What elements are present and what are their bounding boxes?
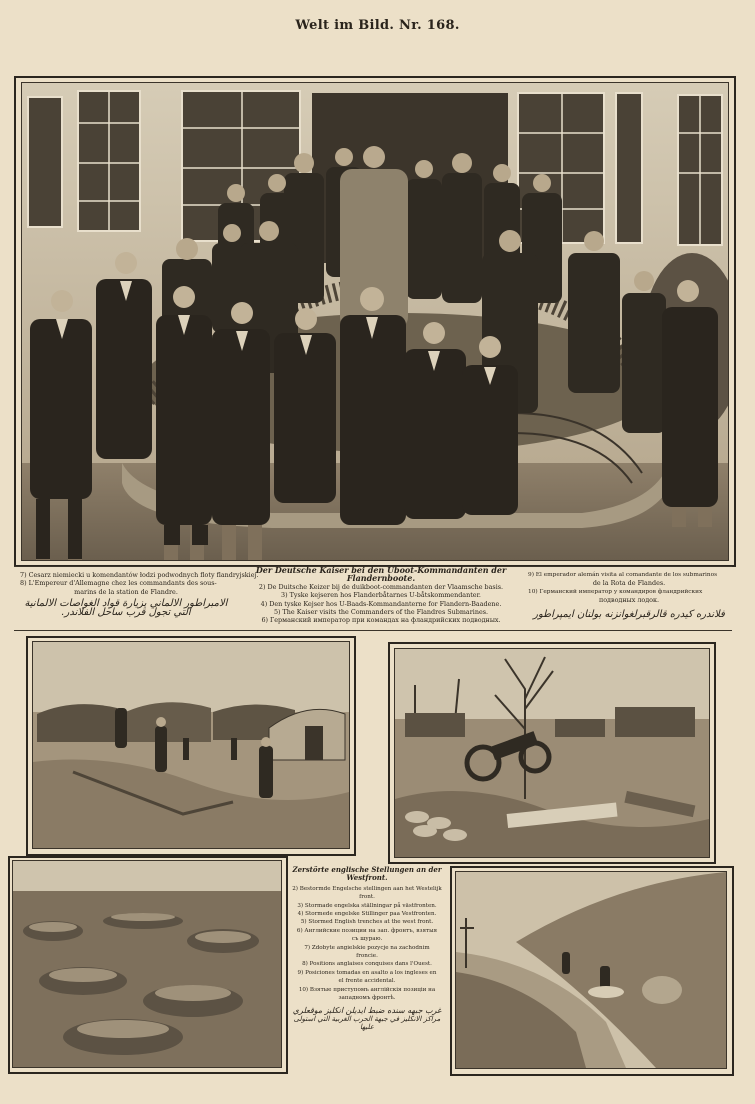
- caption-line: подводных лодок.: [598, 596, 660, 605]
- caption-line: 3) Stormade engelska ställningar på västfronten.: [297, 902, 437, 909]
- caption-line: 6) Германский император при командах на фландрийских подводных.: [261, 616, 501, 625]
- caption-line: 2) Bestormde Engelsche stellingen aan het Westelijk: [292, 885, 442, 892]
- caption-line: 9) El emperador alemán visita al comandante de los submarinos: [528, 572, 718, 578]
- caption-line: 9) Posiciones tomadas en asalto a los ingleses en: [297, 969, 437, 976]
- caption-line: 6) Английские позиции на зап. фронтъ, взятыя: [296, 927, 438, 934]
- top-caption-center: [236, 566, 526, 625]
- caption-line: froncie.: [356, 953, 378, 960]
- caption-line: 7) Cesarz niemiecki u komendantów łodzi podwodnych floty flandryjskiej.: [20, 571, 259, 579]
- caption-line: 4) Den tyske Kejser hos U-Baads-Kommandanterne for Flandern-Baadene.: [260, 599, 502, 608]
- caption-line: marins de la station de Flandre.: [74, 587, 178, 596]
- bottom-caption-title: Westfront.: [346, 873, 388, 883]
- caption-divider-bottom: [14, 630, 732, 631]
- artillery-photo-illustration: [395, 649, 709, 857]
- top-caption-title: Der Deutsche Kaiser bei den Uboot-Kommandanten der Flandernboote.: [255, 565, 507, 584]
- caption-line: съ шураю.: [351, 936, 383, 943]
- bottom-caption: [286, 866, 448, 1032]
- trench-photo: [455, 871, 727, 1069]
- craters-photo: [12, 860, 282, 1068]
- caption-line: 10) Взятые приступомъ англійскія позиціи на: [298, 986, 436, 993]
- caption-line: de la Rota de Flandes.: [592, 579, 666, 588]
- page-header: Welt im Bild. Nr. 168.: [295, 18, 460, 33]
- caption-line: 5) Stormed English trenches at the west front.: [300, 919, 434, 926]
- caption-line: 4) Stormede engelske Stillinger paa Vestfronten.: [297, 911, 437, 918]
- group-photo-illustration: [22, 83, 728, 560]
- craters-photo-illustration: [13, 861, 281, 1067]
- trench-photo-illustration: [456, 872, 726, 1068]
- caption-line: el frente accidental.: [338, 978, 396, 985]
- arabic-caption-line: غرب جبهه سنده ضبط ايديلن انكليز موقعلري: [292, 1005, 442, 1015]
- caption-line: 7) Zdobyte angielskie pozycje na zachodnim: [304, 944, 430, 951]
- caption-line: 3) Tyske kejseren hos Flanderbåtarnes U-båtskommendanter.: [281, 591, 481, 600]
- caption-line: front.: [359, 894, 375, 901]
- caption-line: 10) Германский император у командиров фландрийских: [528, 588, 703, 595]
- arabic-caption-line: مراكز الانكليز في جبهة الحرب الغربية التي استولى عليها: [293, 1014, 441, 1032]
- top-caption-left: [20, 571, 259, 618]
- group-photo: [21, 82, 729, 561]
- artillery-photo: [394, 648, 710, 858]
- arabic-caption-line: التي تجول قرب ساحل الفلاندر.: [61, 606, 191, 618]
- caption-line: 8) Positions anglaises conquises dans l'Ouest.: [302, 961, 432, 968]
- arabic-caption-line: الامبراطور الالماني يزيارة قواد الغواصات الالمانية: [24, 598, 228, 610]
- huts-photo-illustration: [33, 642, 349, 848]
- caption-line: 8) L'Empereur d'Allemagne chez les commandants des sous-: [20, 579, 217, 588]
- caption-line: западномъ фронтѣ.: [338, 995, 396, 1002]
- top-caption-right: [528, 571, 730, 619]
- caption-line: 5) The Kaiser visits the Commanders of the Flandres Submarines.: [273, 608, 489, 617]
- huts-photo: [32, 641, 350, 849]
- bottom-caption-title: Zerstörte englische Stellungen an der: [292, 865, 442, 874]
- caption-line: 2) De Duitsche Keizer bij de duikboot-commandanten der Vlaamsche basis.: [258, 582, 504, 591]
- arabic-caption-line: فلاندره كيدره قالرقبرلغوانزنه بولنان ايمپراطور: [533, 608, 725, 620]
